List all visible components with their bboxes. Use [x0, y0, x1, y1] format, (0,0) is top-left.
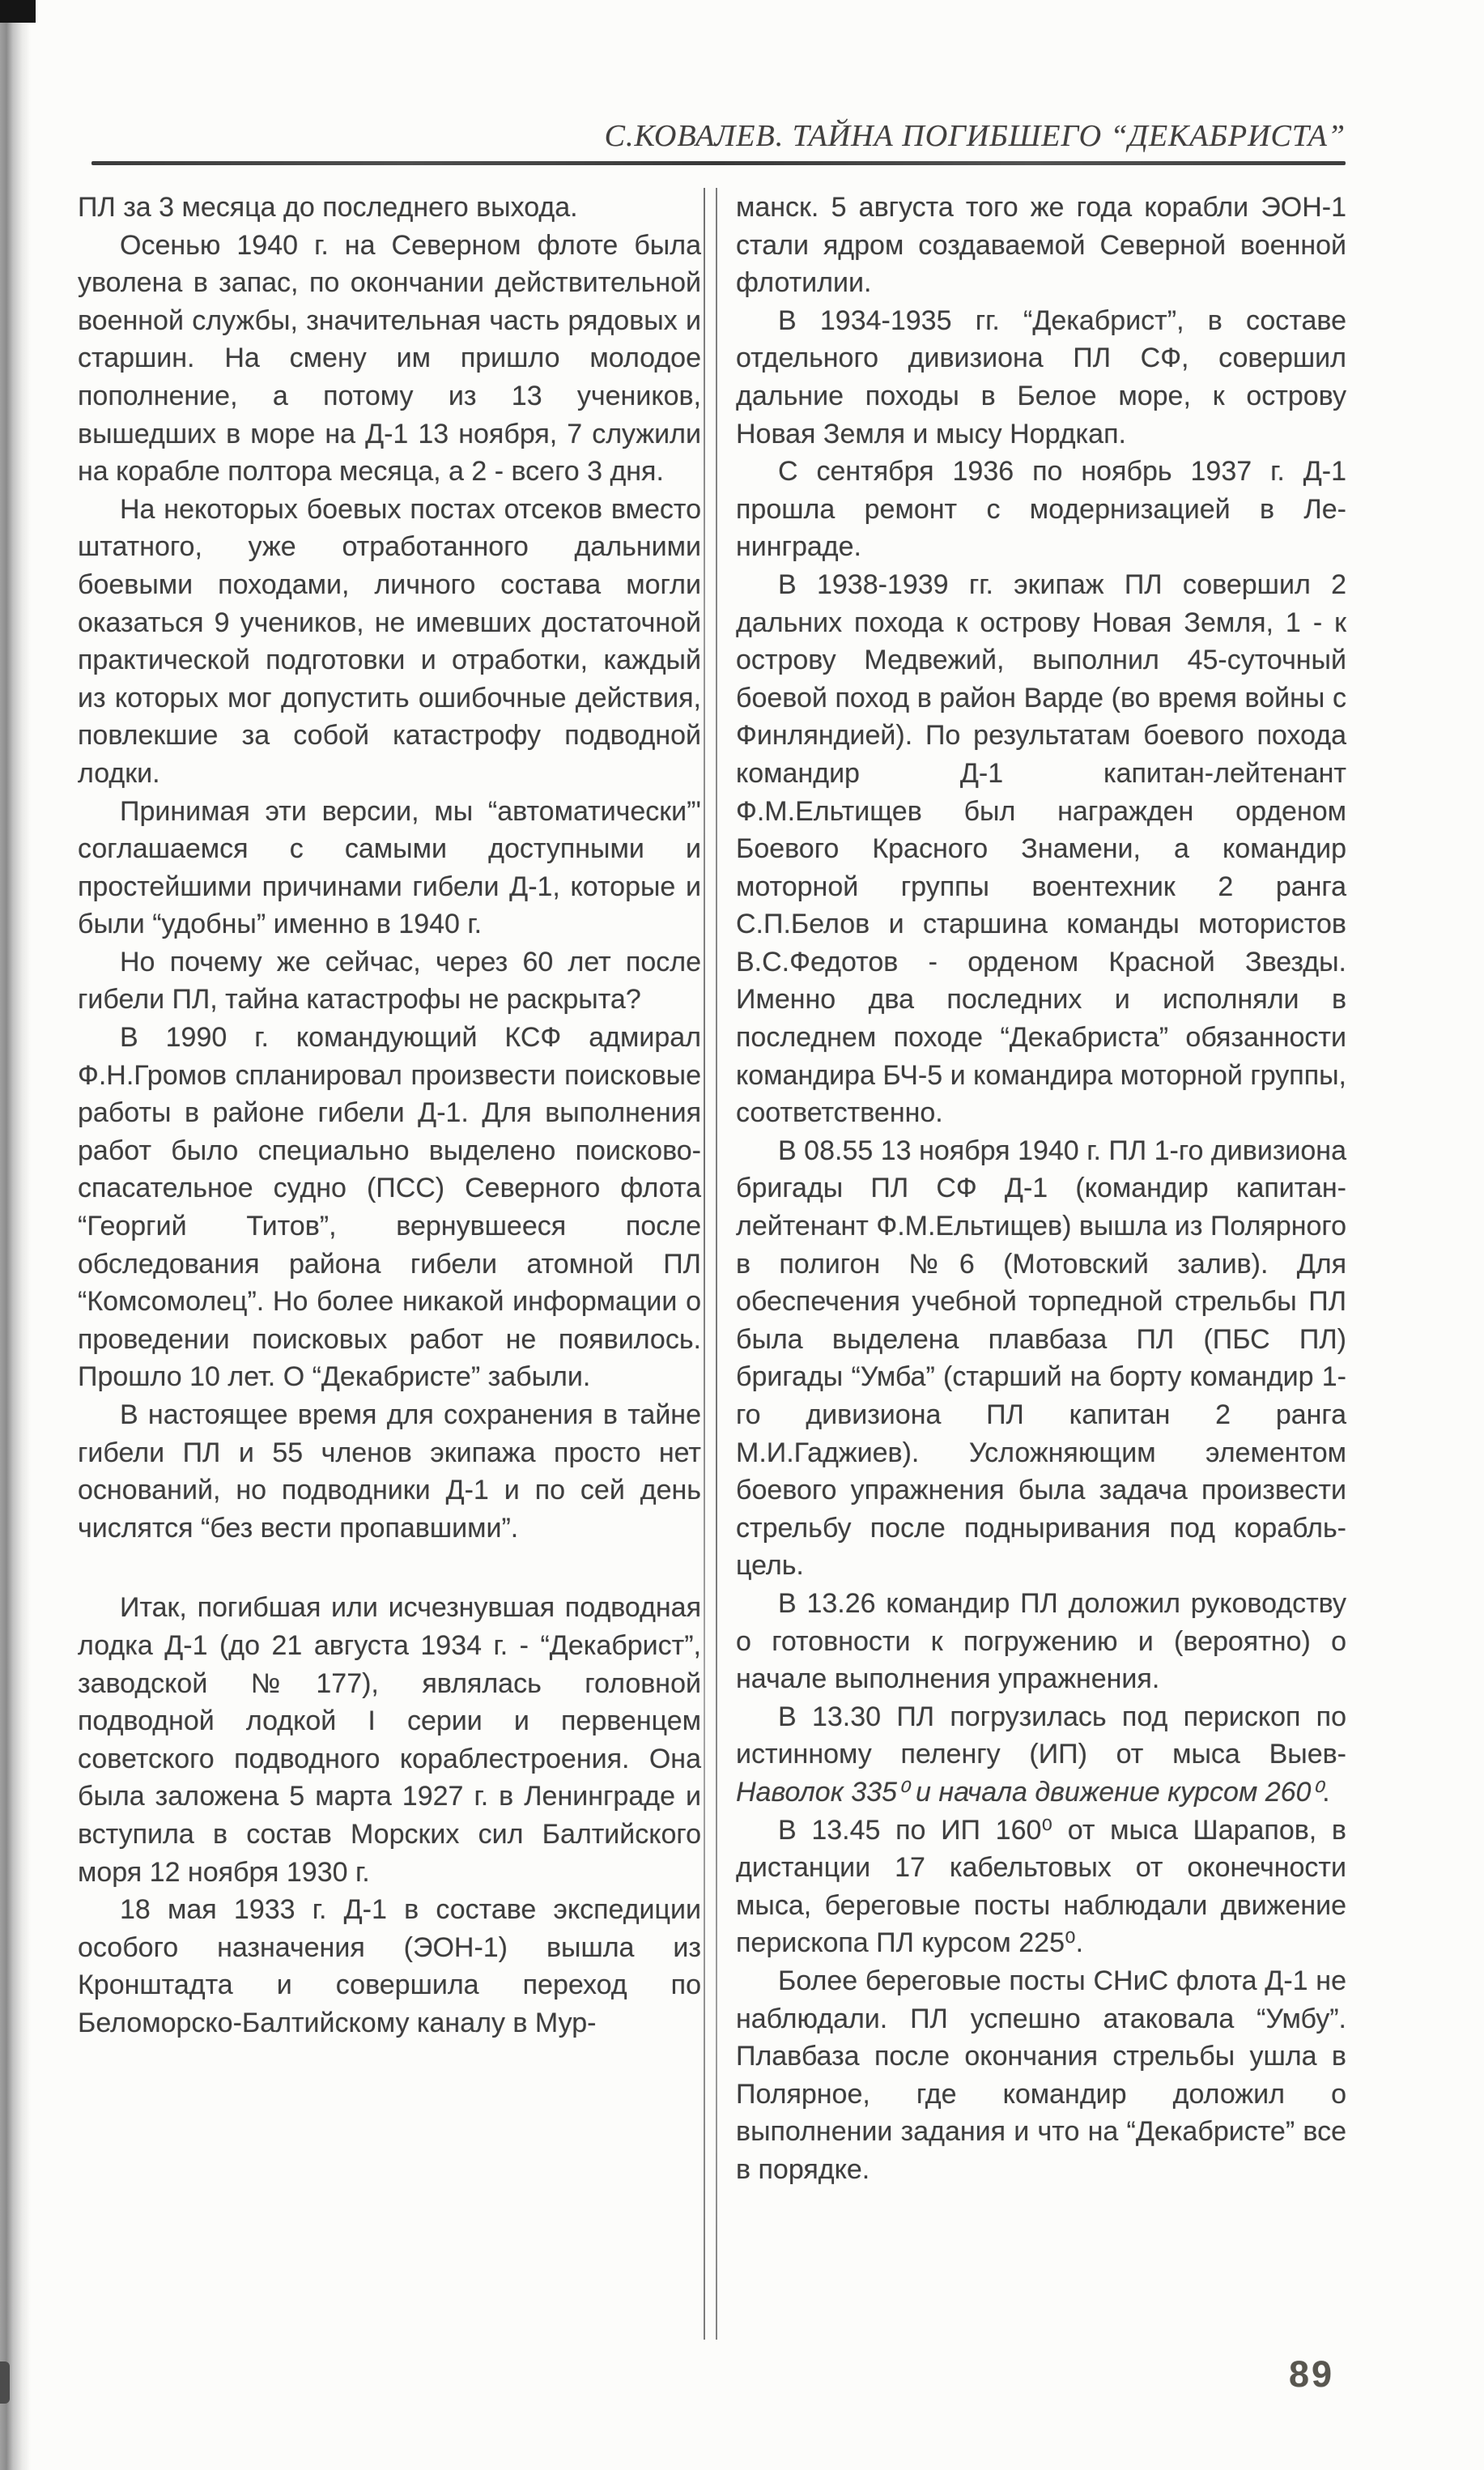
text-segment: Итак, погибшая или исчезнувшая подводная лодка Д-1 (до 21 августа 1934 г. - “Декабрист”, заводской №177), являлась головной подводной лодкой I серии и первенцем советского подводного кораблестроения. Она была заложена 5 марта 1927 г. в Ленинграде и вступила в состав Морских сил Балтийского моря 12 ноября 1930 г. [78, 1592, 701, 1888]
text-segment: В 1990 г. командующий КСФ адмирал Ф.Н.Громов спланировал произвести поисковые работы в районе гибели Д-1. Для выполнения работ было специально выделено поисково-спасательное судно (ПСС) Северного флота “Георгий Титов”, вернувшееся после обследования района гибели атомной ПЛ “Комсомолец”. Но более никакой информации о проведении поисковых работ не появилось. Прошло 10 лет. О “Декабристе” забыли. [78, 1022, 701, 1393]
italic-text-segment: Наволок 335⁰ и начала движение курсом 260⁰ [736, 1776, 1323, 1808]
paragraph [78, 793, 701, 943]
text-segment: манск. 5 августа того же года корабли ЭОН-1 стали ядром создаваемой Северной военной флотилии. [736, 192, 1346, 299]
paragraph [78, 189, 701, 227]
text-segment: В 08.55 13 ноября 1940 г. ПЛ 1-го дивизиона бригады ПЛ СФ Д-1 (командир капитан-лейтенант Ф.М.Ельтищев) вышла из Полярного в полигон №6 (Мотовский залив). Для обеспечения учебной торпедной стрельбы ПЛ была выделена плавбаза ПЛ (ПБС ПЛ) бригады “Умба” (старший на борту командир 1-го дивизиона ПЛ капитан 2 ранга М.И.Гаджиев). Усложняющим элементом боевого упражнения была задача произвести стрельбу после подныривания под корабль-цель. [736, 1135, 1346, 1582]
text-segment: Но почему же сейчас, через 60 лет после гибели ПЛ, тайна катастрофы не раскрыта? [78, 946, 701, 1016]
column-divider-line-left [704, 188, 705, 2340]
running-head: С.КОВАЛЕВ. ТАЙНА ПОГИБШЕГО “ДЕКАБРИСТА” [604, 119, 1346, 153]
paragraph [78, 943, 701, 1019]
text-segment: С сентября 1936 по ноябрь 1937 г. Д-1 прошла ремонт с модернизацией в Ленинграде. [736, 456, 1346, 563]
paragraph [736, 1585, 1346, 1698]
paragraph [78, 227, 701, 491]
page-gutter-shadow [0, 0, 31, 2470]
text-segment: В 13.26 командир ПЛ доложил руководству о готовности к погружению и (вероятно) о начале выполнения упражнения. [736, 1587, 1346, 1695]
paragraph [736, 1132, 1346, 1585]
text-segment: Осенью 1940 г. на Северном флоте была уволена в запас, по окончании действительной военной службы, значительная часть рядовых и старшин. На смену им пришло молодое пополнение, а потому из 13 учеников, вышедших в море на Д-1 13 ноября, 7 служили на корабле полтора месяца, а 2 - всего 3 дня. [78, 229, 701, 488]
header-rule [91, 161, 1346, 165]
scan-corner-mark [0, 0, 36, 23]
text-segment: ПЛ за 3 месяца до последнего выхода. [78, 192, 578, 223]
column-divider-line-right [716, 188, 717, 2340]
right-column [736, 189, 1346, 2188]
text-segment: В 1934-1935 гг. “Декабрист”, в составе отдельного дивизиона ПЛ СФ, совершил дальние походы в Белое море, к острову Новая Земля и мысу Нордкап. [736, 304, 1346, 449]
text-segment: В 1938-1939 гг. экипаж ПЛ совершил 2 дальних похода к острову Новая Земля, 1 - к острову Медвежий, выполнил 45-суточный боевой поход в район Варде (во время войны с Финляндией). По результатам боевого похода командир Д-1 капитан-лейтенант Ф.М.Ельтищев был награжден орденом Боевого Красного Знамени, а командир моторной группы воентехник 2 ранга С.П.Белов и старшина команды мотористов В.С.Федотов - орденом Красной Звезды. Именно два последних и исполняли в последнем походе “Декабриста” обязанности командира БЧ-5 и командира моторной группы, соответственно. [736, 569, 1346, 1129]
text-segment: В настоящее время для сохранения в тайне гибели ПЛ и 55 членов экипажа просто нет оснований, но подводники Д-1 и по сей день числятся “без вести пропавшими”. [78, 1399, 701, 1544]
text-segment: Более береговые посты СНиС флота Д-1 не наблюдали. ПЛ успешно атаковала “Умбу”. Плавбаза после окончания стрельбы ушла в Полярное, где командир доложил о выполнении задания и что на “Декабристе” все в порядке. [736, 1965, 1346, 2185]
text-segment: 18 мая 1933 г. Д-1 в составе экспедиции особого назначения (ЭОН-1) вышла из Кронштадта и совершила переход по Беломорско-Балтийскому каналу в Мур- [78, 1894, 701, 2038]
text-segment: На некоторых боевых постах отсеков вместо штатного, уже отработанного дальними боевыми походами, личного состава могли оказаться 9 учеников, не имевших достаточной практической подготовки и отработки, каждый из которых мог допустить ошибочные действия, повлекшие за собой катастрофу подводной лодки. [78, 493, 701, 789]
left-column [78, 189, 701, 2042]
paragraph [78, 491, 701, 793]
scan-edge-mark [0, 2361, 10, 2404]
paragraph [78, 1019, 701, 1396]
paragraph [78, 1589, 701, 1891]
paragraph [736, 1962, 1346, 2189]
page-number: 89 [1289, 2353, 1335, 2395]
paragraph [736, 1812, 1346, 1962]
paragraph [736, 566, 1346, 1132]
paragraph [736, 453, 1346, 566]
text-segment: Принимая эти версии, мы “автоматически”' соглашаемся с самыми доступными и простейшими причинами гибели Д-1, которые и были “удобны” именно в 1940 г. [78, 795, 701, 940]
paragraph [736, 189, 1346, 302]
paragraph [78, 1396, 701, 1547]
paragraph [78, 1891, 701, 2042]
text-segment: . [1322, 1776, 1330, 1808]
paragraph [736, 1698, 1346, 1812]
paragraph [736, 302, 1346, 453]
text-segment: В 13.30 ПЛ погрузилась под перископ по истинному пеленгу (ИП) от мыса Выев- [736, 1701, 1346, 1770]
text-segment: В 13.45 по ИП 160⁰ от мыса Шарапов, в дистанции 17 кабельтовых от оконечности мыса, береговые посты наблюдали движение перископа ПЛ курсом 225⁰. [736, 1814, 1346, 1959]
